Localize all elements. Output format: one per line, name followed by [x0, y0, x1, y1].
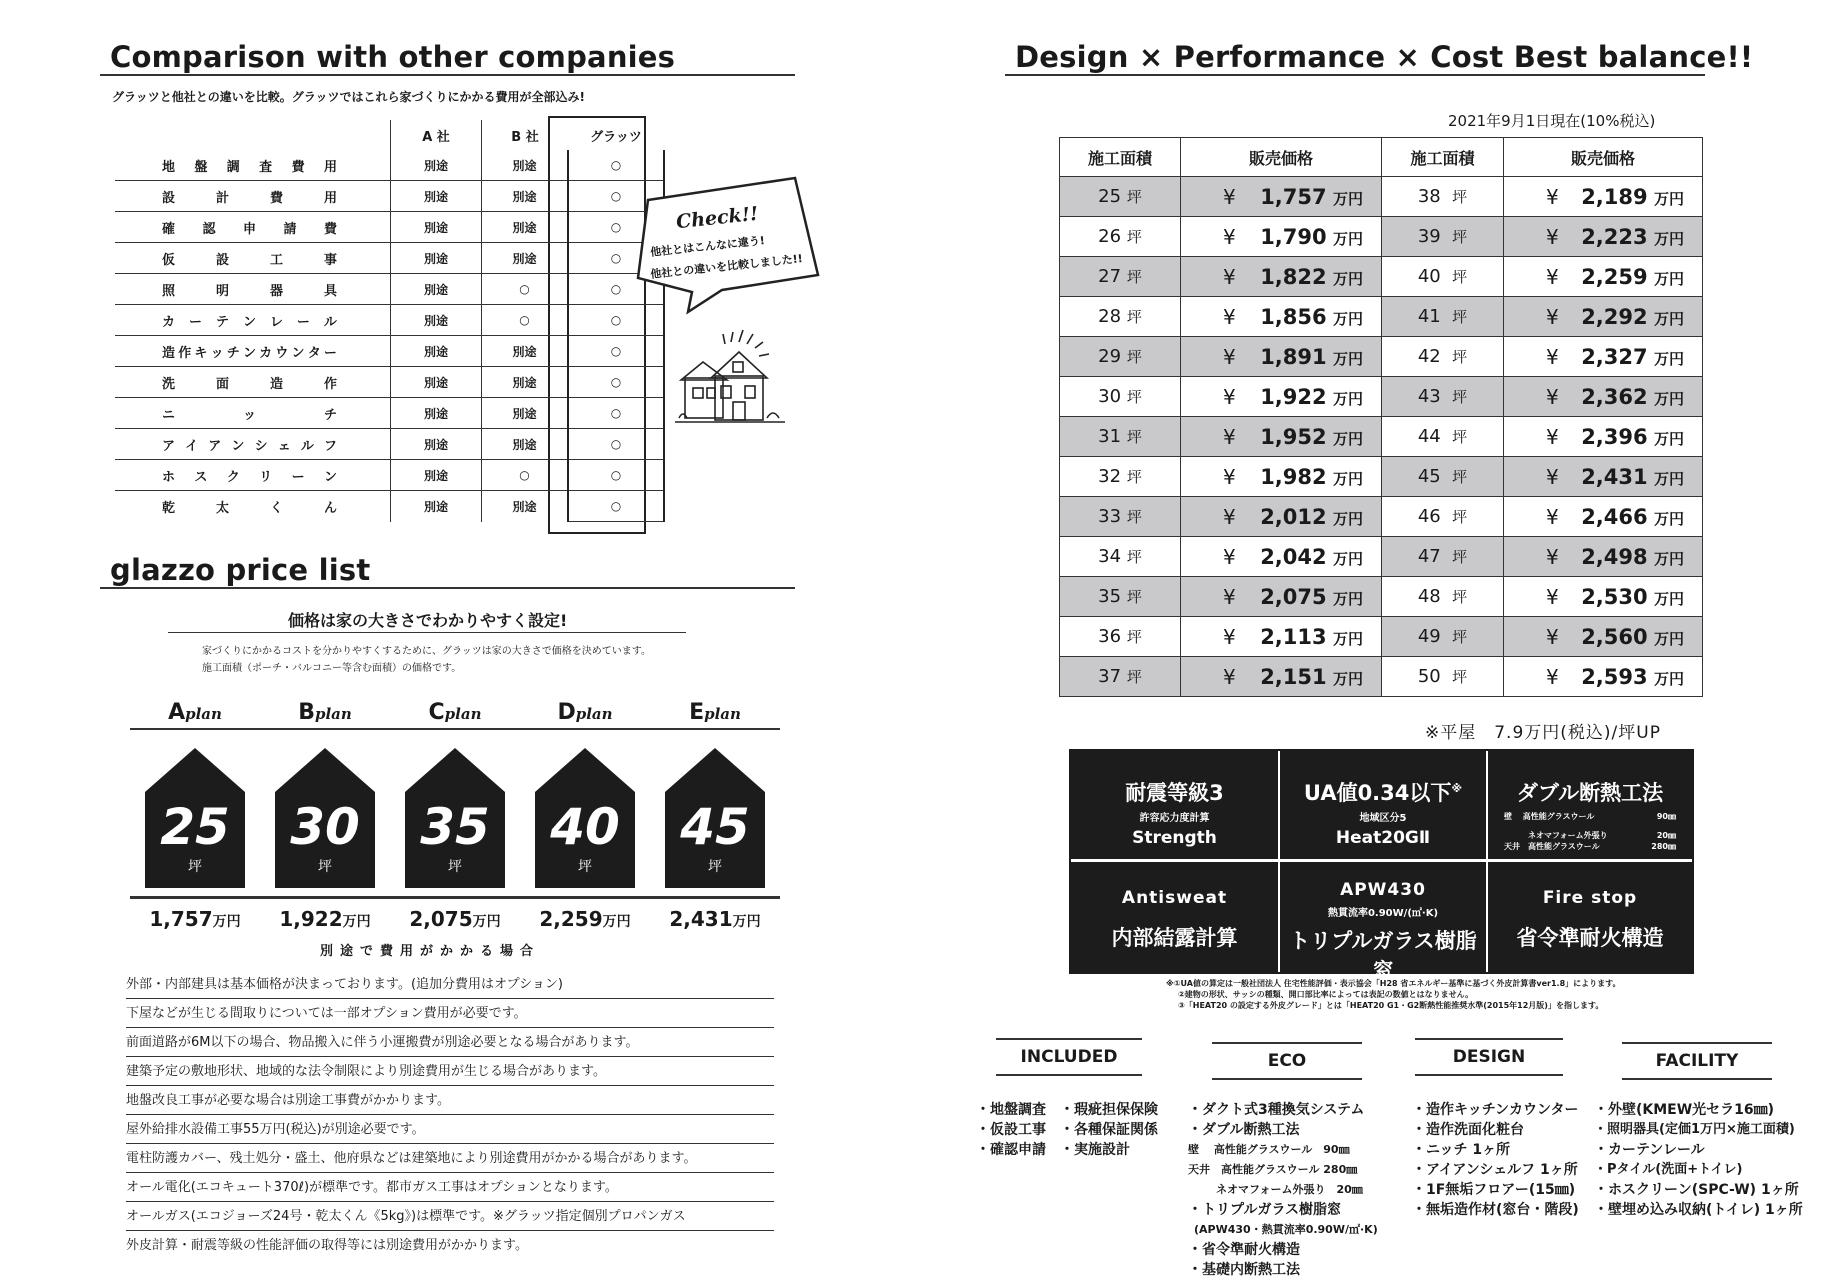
plan-e: Eplan 45 坪 2,431万円: [650, 700, 780, 931]
price-row: 29 坪 ¥ 1,891 万円 42 坪 ¥ 2,327 万円: [1060, 337, 1703, 377]
area-left: 32: [1098, 466, 1122, 487]
footnote-2: ②建物の形状、サッシの種類、開口部比率によっては表記の数値とはなりません。: [1178, 990, 1474, 999]
area-left: 29: [1098, 346, 1122, 367]
area-left: 27: [1098, 266, 1122, 287]
price-heading: 価格は家の大きさでわかりやすく設定!: [288, 611, 568, 630]
plan-price-unit: 万円: [602, 914, 631, 930]
price-right: 2,396: [1581, 424, 1648, 449]
price-right: 2,593: [1581, 664, 1648, 689]
house-shape-icon: [665, 748, 765, 888]
row-item: 洗 面 造 作: [162, 376, 337, 392]
plan-price: 1,922: [279, 907, 343, 931]
plan-price: 2,259: [539, 907, 603, 931]
included-list: [976, 1100, 1158, 1160]
plan-unit: 坪: [578, 859, 592, 875]
design-title: Design × Performance × Cost Best balance!!: [1015, 40, 1754, 74]
plan-size: 45: [680, 798, 750, 856]
extra-cost-item: 建築予定の敷地形状、地域的な法令制限により別途費用が生じる場合があります。: [126, 1057, 774, 1086]
plan-a: Aplan 25 坪 1,757万円: [130, 700, 260, 931]
cell-b: 別途: [482, 491, 569, 522]
price-left: 2,113: [1260, 624, 1327, 649]
facility-item: ・壁埋め込み収納(トイレ) 1ヶ所: [1594, 1202, 1803, 1218]
plan-price: 1,757: [149, 907, 213, 931]
plan-size: 35: [420, 798, 490, 856]
cell-b: 別途: [482, 398, 569, 429]
price-heading-rule: [168, 632, 686, 633]
plan-price: 2,431: [669, 907, 733, 931]
comparison-row: [115, 491, 664, 522]
price-row: 25 坪 ¥ 1,757 万円 38 坪 ¥ 2,189 万円: [1060, 177, 1703, 217]
price-left: 1,757: [1260, 184, 1327, 209]
area-right: 47: [1417, 546, 1441, 567]
header-glazzo: グラッツ: [590, 129, 642, 145]
extra-cost-item: 下屋などが生じる間取りについては一部オプション費用が必要です。: [126, 999, 774, 1028]
comparison-row: [115, 243, 664, 274]
comparison-row: [115, 367, 664, 398]
cell-a: 別途: [391, 274, 482, 305]
house-illustration-icon: [675, 330, 795, 440]
price-right: 2,498: [1581, 544, 1648, 569]
area-left: 30: [1098, 386, 1122, 407]
cell-glazzo: ○: [568, 429, 664, 460]
cell-glazzo: ○: [568, 212, 664, 243]
cell-glazzo: ○: [568, 398, 664, 429]
house-shape-icon: [535, 748, 635, 888]
plan-size: 25: [160, 798, 230, 856]
cell-b: 別途: [482, 367, 569, 398]
comparison-row: [115, 150, 664, 181]
area-left: 37: [1098, 666, 1122, 687]
feature-fire-stop: Fire stop 省令準耐火構造: [1488, 862, 1692, 972]
row-item: カ ー テ ン レ ー ル: [162, 314, 337, 330]
category-eco: ECO: [1212, 1042, 1362, 1080]
extra-cost-item: 屋外給排水設備工事55万円(税込)が別途必要です。: [126, 1115, 774, 1144]
cell-glazzo: ○: [568, 336, 664, 367]
row-item: 照 明 器 具: [162, 283, 337, 299]
price-right: 2,189: [1581, 184, 1648, 209]
date-note: 2021年9月1日現在(10%税込): [1448, 112, 1656, 130]
header-b: B 社: [482, 120, 569, 150]
price-table: [1059, 137, 1703, 697]
design-item: ・造作洗面化粧台: [1412, 1122, 1524, 1138]
area-right: 40: [1417, 266, 1441, 287]
eco-item: ・ダブル断熱工法: [1188, 1122, 1300, 1138]
cell-b: ○: [482, 274, 569, 305]
row-item: ア イ ア ン シ ェ ル フ: [162, 438, 337, 454]
check-line2: 他社との違いを比較しました!!: [649, 252, 804, 281]
price-left: 2,151: [1260, 664, 1327, 689]
price-row: 37 坪 ¥ 2,151 万円 50 坪 ¥ 2,593 万円: [1060, 657, 1703, 697]
row-item: ニ ッ チ: [162, 407, 337, 423]
price-left: 1,952: [1260, 424, 1327, 449]
comparison-row: [115, 181, 664, 212]
included-item: ・地盤調査 ・瑕疵担保保険: [976, 1102, 1158, 1118]
category-facility: FACILITY: [1622, 1042, 1772, 1080]
eco-list: [1188, 1100, 1378, 1280]
cell-a: 別途: [391, 243, 482, 274]
row-item: 乾 太 く ん: [162, 500, 337, 516]
cell-a: 別途: [391, 398, 482, 429]
feature-ua: UA値0.34以下※ 地域区分5 Heat20GⅡ: [1280, 751, 1486, 859]
design-list: [1412, 1100, 1579, 1220]
plan-price-unit: 万円: [342, 914, 371, 930]
row-item: 設 計 費 用: [162, 190, 337, 206]
design-title-rule: [1005, 74, 1705, 76]
cell-b: ○: [482, 460, 569, 491]
plan-c: Cplan 35 坪 2,075万円: [390, 700, 520, 931]
price-left: 1,982: [1260, 464, 1327, 489]
facility-list: [1594, 1100, 1803, 1220]
area-left: 35: [1098, 586, 1122, 607]
cell-a: 別途: [391, 460, 482, 491]
price-row: 35 坪 ¥ 2,075 万円 48 坪 ¥ 2,530 万円: [1060, 577, 1703, 617]
price-right: 2,362: [1581, 384, 1648, 409]
price-right: 2,223: [1581, 224, 1648, 249]
eco-item: 天井 高性能グラスウール 280㎜: [1188, 1163, 1358, 1176]
price-list-title: glazzo price list: [110, 553, 371, 587]
cell-glazzo: ○: [568, 243, 664, 274]
category-design: DESIGN: [1415, 1038, 1563, 1076]
cell-glazzo: ○: [568, 491, 664, 522]
plan-unit: 坪: [318, 859, 332, 875]
cell-b: 別途: [482, 243, 569, 274]
price-left: 2,075: [1260, 584, 1327, 609]
feature-apw430: APW430 熱貫流率0.90W/(㎡·K) トリプルガラス樹脂窓: [1280, 862, 1486, 972]
plan-unit: 坪: [448, 859, 462, 875]
price-left: 1,922: [1260, 384, 1327, 409]
area-left: 31: [1098, 426, 1122, 447]
row-item: 仮 設 工 事: [162, 252, 337, 268]
footnote-3: ③「HEAT20 の設定する外皮グレード」とは「HEAT20 G1・G2断熱性能推奨水準(2015年12月版)」を指します。: [1178, 1001, 1604, 1010]
design-item: ・造作キッチンカウンター: [1412, 1102, 1579, 1118]
price-row: 34 坪 ¥ 2,042 万円 47 坪 ¥ 2,498 万円: [1060, 537, 1703, 577]
cell-glazzo: ○: [568, 150, 664, 181]
feature-strength: 耐震等級3 許容応力度計算 Strength: [1071, 751, 1278, 859]
area-right: 48: [1417, 586, 1441, 607]
price-row: 36 坪 ¥ 2,113 万円 49 坪 ¥ 2,560 万円: [1060, 617, 1703, 657]
row-item: 地 盤 調 査 費 用: [162, 159, 337, 175]
price-right: 2,259: [1581, 264, 1648, 289]
cell-a: 別途: [391, 429, 482, 460]
plan-unit: 坪: [708, 859, 722, 875]
price-right: 2,292: [1581, 304, 1648, 329]
price-row: 31 坪 ¥ 1,952 万円 44 坪 ¥ 2,396 万円: [1060, 417, 1703, 457]
cell-b: ○: [482, 305, 569, 336]
feature-double-insulation: ダブル断熱工法 壁 高性能グラスウール 90㎜ ネオマフォーム外張り 20㎜ 天井 高性能グラスウール 280㎜: [1488, 751, 1692, 859]
feature-antisweat: Antisweat 内部結露計算: [1071, 862, 1278, 972]
cell-b: 別途: [482, 150, 569, 181]
cell-glazzo: ○: [568, 367, 664, 398]
plan-size: 30: [290, 798, 360, 856]
price-row: 30 坪 ¥ 1,922 万円 43 坪 ¥ 2,362 万円: [1060, 377, 1703, 417]
category-included: INCLUDED: [996, 1038, 1142, 1076]
comparison-row: [115, 429, 664, 460]
house-shape-icon: [145, 748, 245, 888]
design-item: ・ニッチ 1ヶ所: [1412, 1142, 1511, 1158]
area-right: 42: [1417, 346, 1441, 367]
header-area-1: 施工面積: [1060, 138, 1181, 177]
extra-cost-item: 地盤改良工事が必要な場合は別途工事費がかかります。: [126, 1086, 774, 1115]
area-right: 38: [1417, 186, 1441, 207]
eco-item: ・基礎内断熱工法: [1188, 1262, 1300, 1278]
area-left: 36: [1098, 626, 1122, 647]
cell-glazzo: ○: [568, 305, 664, 336]
eco-item: ・省令準耐火構造: [1188, 1242, 1300, 1258]
area-right: 43: [1417, 386, 1441, 407]
cell-b: 別途: [482, 429, 569, 460]
eco-item: 壁 高性能グラスウール 90㎜: [1188, 1143, 1350, 1156]
cell-a: 別途: [391, 181, 482, 212]
price-left: 1,856: [1260, 304, 1327, 329]
cell-a: 別途: [391, 367, 482, 398]
hiraya-note: ※平屋 7.9万円(税込)/坪UP: [1425, 723, 1661, 743]
cell-glazzo: ○: [568, 460, 664, 491]
price-left: 2,042: [1260, 544, 1327, 569]
cell-a: 別途: [391, 491, 482, 522]
footnote-1: ※①UA値の算定は一般社団法人 住宅性能評価・表示協会「H28 省エネルギー基準に基づく外皮計算書ver1.8」によります。: [1166, 979, 1621, 988]
price-left: 1,790: [1260, 224, 1327, 249]
plan-price: 2,075: [409, 907, 473, 931]
plan-price-unit: 万円: [732, 914, 761, 930]
comparison-row: [115, 305, 664, 336]
included-item: ・仮設工事 ・各種保証関係: [976, 1122, 1158, 1138]
cell-a: 別途: [391, 336, 482, 367]
house-shape-icon: [275, 748, 375, 888]
area-right: 41: [1417, 306, 1441, 327]
price-left: 1,822: [1260, 264, 1327, 289]
area-right: 45: [1417, 466, 1441, 487]
eco-item: ネオマフォーム外張り 20㎜: [1216, 1183, 1363, 1196]
plan-unit: 坪: [188, 859, 202, 875]
extra-cost-list: [126, 970, 774, 1260]
design-item: ・アイアンシェルフ 1ヶ所: [1412, 1162, 1578, 1178]
cell-b: 別途: [482, 212, 569, 243]
price-right: 2,530: [1581, 584, 1648, 609]
extra-cost-item: 電柱防護カバー、残土処分・盛土、他府県などは建築地により別途費用がかかる場合があります。: [126, 1144, 774, 1173]
house-shape-icon: [405, 748, 505, 888]
price-row: 28 坪 ¥ 1,856 万円 41 坪 ¥ 2,292 万円: [1060, 297, 1703, 337]
comparison-table: [115, 120, 665, 522]
price-desc-2: 施工面積（ポーチ・バルコニー等含む面積）の価格です。: [202, 663, 462, 674]
cell-glazzo: ○: [568, 274, 664, 305]
price-right: 2,431: [1581, 464, 1648, 489]
comparison-row: [115, 274, 664, 305]
price-row: 27 坪 ¥ 1,822 万円 40 坪 ¥ 2,259 万円: [1060, 257, 1703, 297]
comparison-row: [115, 212, 664, 243]
area-right: 50: [1417, 666, 1441, 687]
cell-b: 別途: [482, 181, 569, 212]
check-line1: 他社とはこんなに違う!: [649, 234, 766, 259]
facility-item: ・外壁(KMEW光セラ16㎜): [1594, 1102, 1775, 1118]
plan-size: 40: [550, 798, 620, 856]
eco-item: (APW430・熱貫流率0.90W/㎡·K): [1194, 1223, 1378, 1236]
design-item: ・1F無垢フロアー(15㎜): [1412, 1182, 1576, 1198]
area-right: 44: [1417, 426, 1441, 447]
extra-cost-item: 前面道路が6M以下の場合、物品搬入に伴う小運搬費が別途必要となる場合があります。: [126, 1028, 774, 1057]
plan-d: Dplan 40 坪 2,259万円: [520, 700, 650, 931]
price-left: 2,012: [1260, 504, 1327, 529]
design-item: ・無垢造作材(窓台・階段): [1412, 1202, 1579, 1218]
facility-item: ・Pタイル(洗面+トイレ): [1594, 1162, 1743, 1177]
price-list-rule: [100, 587, 795, 589]
row-item: 確 認 申 請 費: [162, 221, 337, 237]
area-right: 49: [1417, 626, 1441, 647]
area-left: 26: [1098, 226, 1122, 247]
area-left: 28: [1098, 306, 1122, 327]
area-left: 33: [1098, 506, 1122, 527]
cell-a: 別途: [391, 305, 482, 336]
facility-item: ・照明器具(定価1万円×施工面積): [1594, 1122, 1795, 1137]
area-left: 25: [1098, 186, 1122, 207]
extra-cost-item: オール電化(エコキュート370ℓ)が標準です。都市ガス工事はオプションとなります。: [126, 1173, 774, 1202]
comparison-row: [115, 460, 664, 491]
plan-b: Bplan 30 坪 1,922万円: [260, 700, 390, 931]
extra-cost-item: オールガス(エコジョーズ24号・乾太くん《5kg》)は標準です。※グラッツ指定個別プロパンガス: [126, 1202, 774, 1231]
row-item: 造 作 キ ッ チ ン カ ウ ン タ ー: [162, 345, 337, 361]
extra-cost-item: 外部・内部建具は基本価格が決まっております。(追加分費用はオプション): [126, 970, 774, 999]
plan-price-unit: 万円: [212, 914, 241, 930]
comparison-subtitle: グラッツと他社との違いを比較。グラッツではこれら家づくりにかかる費用が全部込み!: [112, 90, 585, 104]
eco-item: ・トリプルガラス樹脂窓: [1188, 1202, 1342, 1218]
price-desc-1: 家づくりにかかるコストを分かりやすくするために、グラッツは家の大きさで価格を決めています。: [202, 646, 651, 657]
cell-b: 別途: [482, 336, 569, 367]
included-item: ・確認申請 ・実施設計: [976, 1142, 1130, 1158]
price-row: 33 坪 ¥ 2,012 万円 46 坪 ¥ 2,466 万円: [1060, 497, 1703, 537]
area-right: 39: [1417, 226, 1441, 247]
row-item: ホ ス ク リ ー ン: [162, 469, 337, 485]
price-right: 2,327: [1581, 344, 1648, 369]
price-right: 2,560: [1581, 624, 1648, 649]
comparison-row: [115, 398, 664, 429]
price-row: 32 坪 ¥ 1,982 万円 45 坪 ¥ 2,431 万円: [1060, 457, 1703, 497]
comparison-row: [115, 336, 664, 367]
cell-a: 別途: [391, 212, 482, 243]
cell-glazzo: ○: [568, 181, 664, 212]
plan-price-unit: 万円: [472, 914, 501, 930]
header-price-1: 販売価格: [1181, 138, 1382, 177]
header-area-2: 施工面積: [1382, 138, 1504, 177]
cell-a: 別途: [391, 150, 482, 181]
price-left: 1,891: [1260, 344, 1327, 369]
extra-cost-title: 別途で費用がかかる場合: [320, 944, 541, 959]
header-price-2: 販売価格: [1504, 138, 1703, 177]
eco-item: ・ダクト式3種換気システム: [1188, 1102, 1365, 1118]
area-right: 46: [1417, 506, 1441, 527]
check-title: Check!!: [675, 202, 760, 234]
comparison-title: Comparison with other companies: [110, 40, 676, 74]
header-a: A 社: [391, 120, 482, 150]
extra-cost-item: 外皮計算・耐震等級の性能評価の取得等には別途費用がかかります。: [126, 1238, 528, 1253]
title-rule: [100, 74, 795, 76]
price-right: 2,466: [1581, 504, 1648, 529]
area-left: 34: [1098, 546, 1122, 567]
facility-item: ・カーテンレール: [1594, 1142, 1705, 1158]
facility-item: ・ホスクリーン(SPC-W) 1ヶ所: [1594, 1182, 1799, 1198]
price-row: 26 坪 ¥ 1,790 万円 39 坪 ¥ 2,223 万円: [1060, 217, 1703, 257]
